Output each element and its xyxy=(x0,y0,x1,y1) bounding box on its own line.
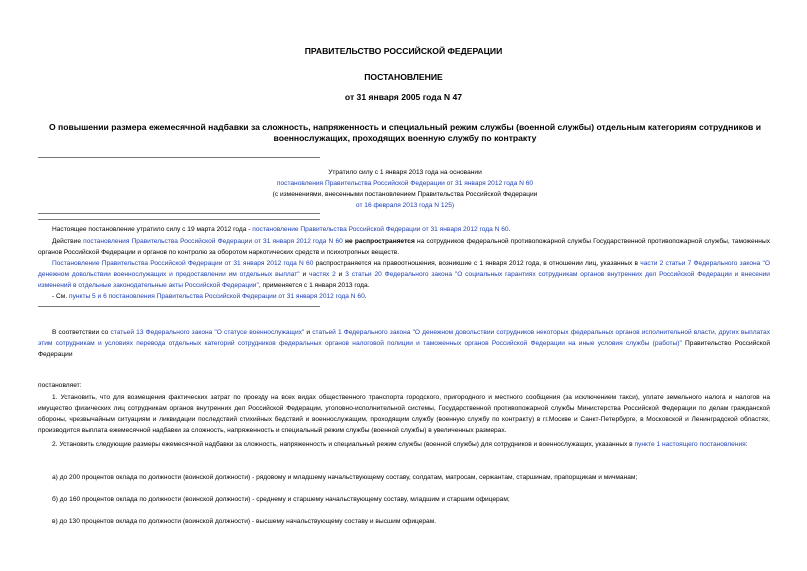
note-text: распространяется на правоотношения, возникшие с 1 января 2012 года, в отношении лиц, указанных в xyxy=(313,260,641,267)
divider xyxy=(38,306,320,307)
note-link[interactable]: Постановление Правительства Российской Федерации от 31 января 2012 года N 60 xyxy=(52,260,314,267)
preamble-text: и xyxy=(304,329,313,336)
note-text: - См. xyxy=(52,293,69,300)
note-text: и xyxy=(299,271,310,278)
status-note-link[interactable]: от 16 февраля 2013 года N 125) xyxy=(355,202,455,209)
status-note-line: (с изменениями, внесенными постановлением Правительства Российской Федерации xyxy=(272,191,538,198)
note-link[interactable]: частях 2 xyxy=(309,271,336,278)
note-text: Действие xyxy=(52,238,84,245)
resolves-line: постановляет: xyxy=(38,382,82,389)
note-text: . xyxy=(508,226,511,233)
paragraph-text: : xyxy=(745,441,748,448)
note-link[interactable]: постановление Правительства Российской Федерации от 31 января 2012 года N 60 xyxy=(252,226,509,233)
list-item-b: б) до 160 процентов оклада по должности (воинской должности) - среднему и старшему начальствующему составу, младшим и старшим офицерам; xyxy=(52,496,510,503)
editorial-note-4 xyxy=(38,291,770,302)
status-note xyxy=(40,167,770,211)
note-text: . xyxy=(364,293,367,300)
note-link[interactable]: постановления Правительства Российской Федерации от 31 января 2012 года N 60 xyxy=(83,238,343,245)
preamble-paragraph xyxy=(38,327,770,360)
document-type-heading: ПОСТАНОВЛЕНИЕ xyxy=(364,72,443,82)
divider xyxy=(38,213,320,214)
preamble-text: Правительство Российской Федерации xyxy=(38,340,770,358)
list-item-a: а) до 200 процентов оклада по должности (воинской должности) - рядовому и младшему начальствующему составу, солдатам, матросам, сержантам, старшинам, прапорщикам и мичманам; xyxy=(52,474,638,481)
note-text: и xyxy=(335,271,346,278)
paragraph-link[interactable]: пункте 1 настоящего постановления xyxy=(634,441,746,448)
law-link[interactable]: статьей 13 Федерального закона "О статусе военнослужащих" xyxy=(110,329,305,336)
document-date-number: от 31 января 2005 года N 47 xyxy=(344,92,463,102)
status-note-link[interactable]: постановления Правительства Российской Федерации от 31 января 2012 года N 60 xyxy=(276,180,534,187)
note-link[interactable]: пункты 5 и 6 постановления Правительства Российской Федерации от 31 января 2012 года N 60 xyxy=(69,293,365,300)
note-link[interactable]: 3 статьи 20 Федерального закона "О социальных гарантиях сотрудникам органов внутренних дел Российской Федерации и внесении изменений в отдельные законодательные акты Российской Федерации" xyxy=(38,271,770,289)
list-item-c: в) до 130 процентов оклада по должности (воинской должности) - высшему начальствующему составу и высшим офицерам. xyxy=(52,518,437,525)
paragraph-text: 2. Установить следующие размеры ежемесячной надбавки за сложность, напряженность и специальный режим службы (военной службы) для сотрудников и военнослужащих, указанных в xyxy=(52,441,635,448)
note-text: на сотрудников федеральной противопожарной службы Государственной противопожарной службы, таможенных органов Российской Федерации и органов по контролю за оборотом наркотических средств и психотропных веществ. xyxy=(38,238,770,256)
note-link[interactable]: части 2 статьи 7 Федерального закона "О денежном довольствии военнослужащих и предоставлении им отдельных выплат" xyxy=(38,260,770,278)
status-note-line: Утратило силу с 1 января 2013 года на основании xyxy=(328,169,482,176)
divider xyxy=(38,157,320,158)
paragraph-1: 1. Установить, что для возмещения фактических затрат по проезду на всех видах общественного транспорта городского, пригородного и местного сообщения (за исключением такси), уплате земельного налога и налогов на имущество физических лиц сотрудникам органов внутренних дел Российской Федерации, уголовно-исполнительной системы, Государственной противопожарной службы Министерства Российской Федерации по делам гражданской обороны, чрезвычайным ситуациям и ликвидации последствий стихийных бедствий и военнослужащим, проходящим службу (военную службу по контракту) в гг.Москве и Санкт-Петербурге, в Московской и Ленинградской областях, производится выплата ежемесячной надбавки за сложность, напряженность и специальный режим службы (военной службы) в увеличенных размерах. xyxy=(38,394,770,434)
editorial-note-3 xyxy=(38,258,770,291)
law-link[interactable]: статьей 1 Федерального закона "О денежном довольствии сотрудников некоторых федеральных органов исполнительной власти, других выплатах этим сотрудникам и условиях перевода отдельных категорий сотрудников федеральных органов налоговой полиции и таможенных органов Российской Федерации на иные условия службы (работы)" xyxy=(38,329,770,347)
editorial-note-1 xyxy=(38,224,770,235)
paragraph-2 xyxy=(38,439,770,450)
document-title: О повышении размера ежемесячной надбавки за сложность, напряженность и специальный режим службы (военной службы) отдельным категориям сотрудников и военнослужащих, проходящих военную службу по контракту xyxy=(48,122,761,143)
issuer-heading: ПРАВИТЕЛЬСТВО РОССИЙСКОЙ ФЕДЕРАЦИИ xyxy=(304,46,503,56)
note-text: , применяется с 1 января 2013 года. xyxy=(258,282,370,289)
divider xyxy=(38,219,320,220)
preamble-text: В соответствии со xyxy=(52,329,111,336)
note-bold-text: не распространяется xyxy=(342,238,415,245)
note-text: Настоящее постановление утратило силу с 19 марта 2012 года - xyxy=(52,226,253,233)
editorial-note-2 xyxy=(38,236,770,258)
